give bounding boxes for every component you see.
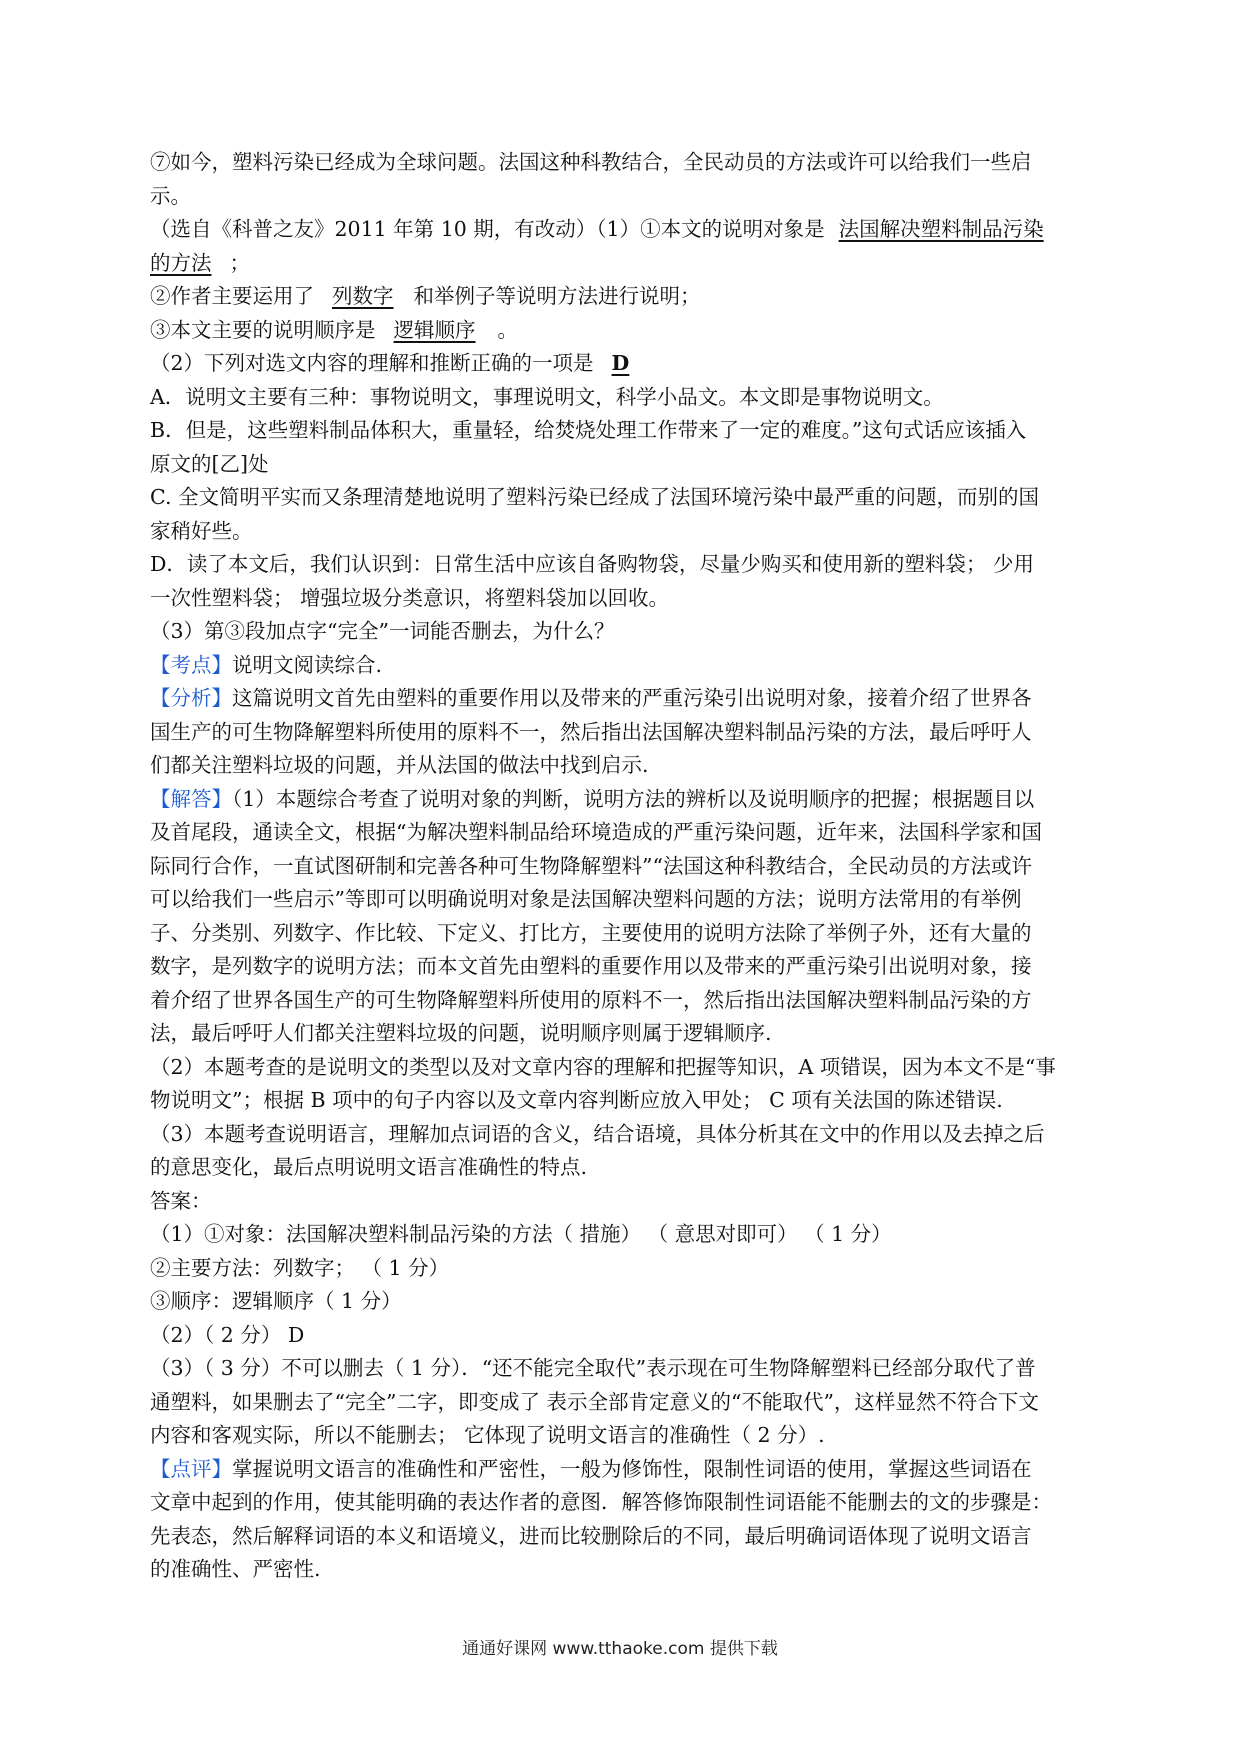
question-1-object-line-2: 的方法 ； [150, 250, 250, 275]
fenxi-line-3: 们都关注塑料垃圾的问题，并从法国的做法中找到启示. [150, 753, 649, 777]
answer-line-1: （1）①对象：法国解决塑料制品污染的方法（ 措施） （ 意思对即可） （ 1 分） [150, 1222, 892, 1246]
answer-blank-choice: D [611, 351, 630, 375]
option-d-line-1: D．读了本文后，我们认识到：日常生活中应该自备购物袋，尽量少购买和使用新的塑料袋； 少用 [150, 552, 1034, 576]
jieda2-line-1: （2）本题考查的是说明文的类型以及对文章内容的理解和把握等知识，A 项错误，因为本文不是“事 [150, 1054, 1056, 1079]
document-body [150, 146, 1100, 1587]
page-footer: 通通好课网 www.tthaoke.com 提供下载 [462, 1639, 778, 1659]
option-d-line-2: 一次性塑料袋； 增强垃圾分类意识，将塑料袋加以回收。 [150, 585, 670, 610]
paragraph-7-line-2: 示。 [150, 183, 191, 208]
jieda-line-1: 【解答】（1）本题综合考查了说明对象的判断，说明方法的辨析以及说明顺序的把握；根据题目以 [150, 786, 1035, 811]
jieda-line-4: 可以给我们一些启示”等即可以明确说明对象是法国解决塑料问题的方法；说明方法常用的有举例 [150, 887, 1022, 911]
source-citation: （选自《科普之友》2011 年第 10 期，有改动）（1）①本文的说明对象是 [150, 217, 825, 241]
answer-line-5: （3）（ 3 分）不可以删去（ 1 分）．“还不能完全取代”表示现在可生物降解塑料已经部分取代了普 [150, 1356, 1036, 1380]
kaodian-tag: 【考点】 [150, 652, 232, 677]
jieda-line-8: 法，最后呼吁人们都关注塑料垃圾的问题，说明顺序则属于逻辑顺序. [150, 1021, 772, 1045]
dianping-line-2: 文章中起到的作用，使其能明确的表达作者的意图．解答修饰限制性词语能不能删去的文的步骤是： [150, 1490, 1052, 1514]
paragraph-7-line-1: ⑦如今，塑料污染已经成为全球问题。法国这种科教结合，全民动员的方法或许可以给我们一些启 [150, 150, 1032, 174]
question-3: （3）第③段加点字“完全”一词能否删去，为什么？ [150, 619, 615, 643]
dianping-line-1: 【点评】掌握说明文语言的准确性和严密性，一般为修饰性，限制性词语的使用，掌握这些词语在 [150, 1456, 1032, 1481]
answer-blank-method: 列数字 [332, 284, 394, 308]
jieda3-line-2: 的意思变化，最后点明说明文语言准确性的特点. [150, 1155, 588, 1179]
jieda-line-3: 际同行合作，一直试图研制和完善各种可生物降解塑料”“法国这种科教结合，全民动员的方法或许 [150, 853, 1032, 878]
answer-line-3: ③顺序：逻辑顺序（ 1 分） [150, 1289, 402, 1313]
option-b-line-1: B．但是，这些塑料制品体积大，重量轻，给焚烧处理工作带来了一定的难度。”这句式话应该插入 [150, 418, 1027, 442]
jieda3-line-1: （3）本题考查说明语言，理解加点词语的含义，结合语境，具体分析其在文中的作用以及去掉之后 [150, 1121, 1045, 1146]
question-1-order-line: ③本文主要的说明顺序是 逻辑顺序 。 [150, 317, 518, 342]
jieda-line-7: 着介绍了世界各国生产的可生物降解塑料所使用的原料不一，然后指出法国解决塑料制品污染的方 [150, 987, 1032, 1012]
dianping-line-3: 先表态，然后解释词语的本义和语境义，进而比较删除后的不同，最后明确词语体现了说明文语言 [150, 1523, 1032, 1548]
option-c-line-2: 家稍好些。 [150, 518, 253, 543]
answer-line-4: （2）（ 2 分） D [150, 1322, 305, 1347]
jieda2-line-2: 物说明文”；根据 B 项中的句子内容以及文章内容判断应放入甲处； C 项有关法国的陈述错误. [150, 1088, 1003, 1112]
dianping-tag: 【点评】 [150, 1456, 232, 1481]
jieda-line-6: 数字，是列数字的说明方法；而本文首先由塑料的重要作用以及带来的严重污染引出说明对象，接 [150, 954, 1032, 978]
question-1-object-line [150, 213, 1100, 247]
answer-blank-order: 逻辑顺序 [393, 317, 476, 342]
jieda-line-5: 子、分类别、列数字、作比较、下定义、打比方，主要使用的说明方法除了举例子外，还有大量的 [150, 920, 1032, 945]
answer-blank-object-2: 的方法 [150, 250, 212, 275]
dianping-line-4: 的准确性、严密性. [150, 1557, 321, 1581]
kaodian-line: 【考点】说明文阅读综合. [150, 652, 383, 677]
jieda-line-2: 及首尾段，通读全文，根据“为解决塑料制品给环境造成的严重污染问题，近年来，法国科学家和国 [150, 820, 1042, 844]
fenxi-line-1: 【分析】这篇说明文首先由塑料的重要作用以及带来的严重污染引出说明对象，接着介绍了世界各 [150, 686, 1032, 710]
answer-blank-object-1: 法国解决塑料制品污染 [838, 217, 1044, 241]
answer-line-6: 通塑料，如果删去了“完全”二字，即变成了 表示全部肯定意义的“不能取代”，这样显然不符合下文 [150, 1389, 1039, 1414]
answer-line-7: 内容和客观实际，所以不能删去； 它体现了说明文语言的准确性（ 2 分）. [150, 1423, 825, 1447]
jieda-tag: 【解答】 [150, 786, 232, 811]
question-1-method-line: ②作者主要运用了 列数字 和举例子等说明方法进行说明； [150, 284, 701, 308]
option-a: A．说明文主要有三种：事物说明文，事理说明文，科学小品文。本文即是事物说明文。 [150, 384, 944, 409]
question-2-line: （2）下列对选文内容的理解和推断正确的一项是 D [150, 347, 1100, 381]
option-c-line-1: C. 全文简明平实而又条理清楚地说明了塑料污染已经成了法国环境污染中最严重的问题，而别的国 [150, 485, 1039, 509]
fenxi-tag: 【分析】 [150, 686, 232, 710]
fenxi-line-2: 国生产的可生物降解塑料所使用的原料不一，然后指出法国解决塑料制品污染的方法，最后呼吁人 [150, 719, 1032, 744]
option-b-line-2: 原文的[乙]处 [150, 451, 269, 476]
answer-label: 答案： [150, 1188, 212, 1213]
answer-line-2: ②主要方法：列数字； （ 1 分） [150, 1255, 450, 1280]
